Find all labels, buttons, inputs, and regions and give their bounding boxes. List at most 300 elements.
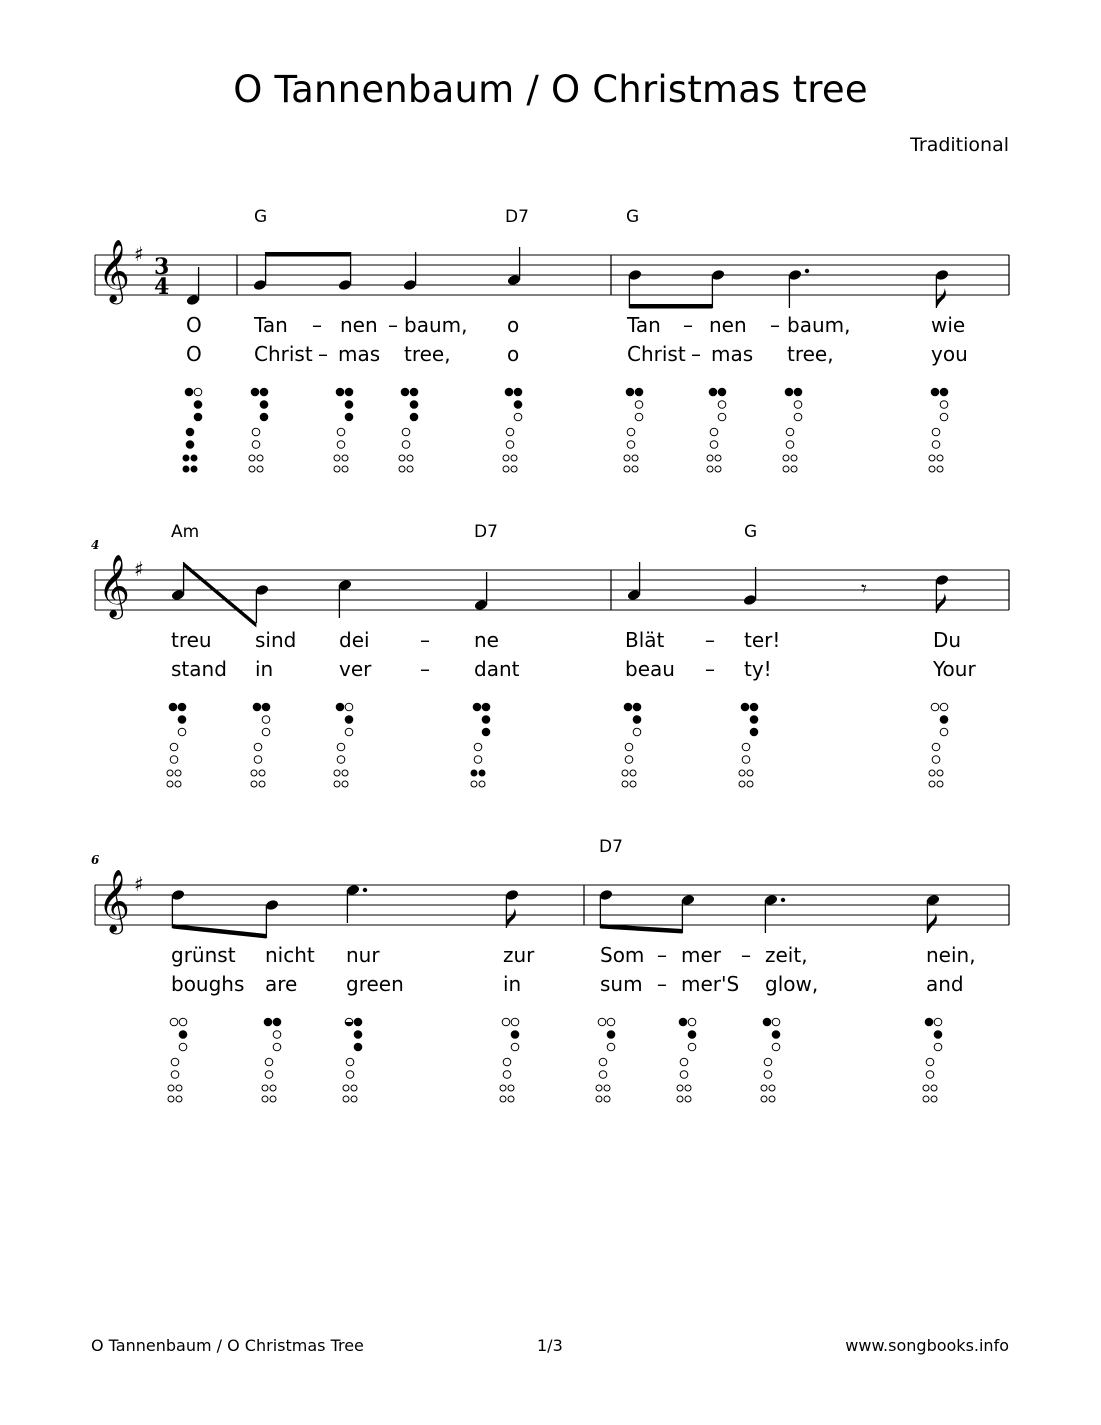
open-hole-icon bbox=[635, 413, 643, 421]
lyric-syllable: baum, bbox=[404, 313, 468, 337]
open-hole-icon bbox=[624, 455, 630, 461]
chord-symbol: G bbox=[744, 522, 758, 542]
closed-hole-icon bbox=[511, 1031, 519, 1039]
open-hole-icon bbox=[170, 743, 178, 751]
open-hole-icon bbox=[747, 781, 753, 787]
open-hole-icon bbox=[179, 1043, 187, 1051]
lyric-syllable: grünst bbox=[171, 943, 236, 967]
measure-number: 6 bbox=[91, 853, 100, 867]
open-hole-icon bbox=[742, 743, 750, 751]
open-hole-icon bbox=[503, 1058, 511, 1066]
open-hole-icon bbox=[627, 428, 635, 436]
open-hole-icon bbox=[923, 1085, 929, 1091]
open-hole-icon bbox=[273, 1031, 281, 1039]
open-hole-icon bbox=[337, 756, 345, 764]
open-hole-icon bbox=[265, 1058, 273, 1066]
closed-hole-icon bbox=[633, 716, 641, 724]
open-hole-icon bbox=[500, 1096, 506, 1102]
open-hole-icon bbox=[635, 401, 643, 409]
open-hole-icon bbox=[688, 1043, 696, 1051]
open-hole-icon bbox=[764, 1071, 772, 1079]
lyric-syllable: Du bbox=[933, 628, 962, 652]
closed-hole-icon bbox=[471, 770, 477, 776]
open-hole-icon bbox=[607, 1018, 615, 1026]
chord-symbol: Am bbox=[171, 522, 200, 542]
closed-hole-icon bbox=[718, 388, 726, 396]
open-hole-icon bbox=[739, 781, 745, 787]
closed-hole-icon bbox=[183, 455, 189, 461]
lyric-syllable: Tan bbox=[254, 313, 288, 337]
open-hole-icon bbox=[632, 466, 638, 472]
open-hole-icon bbox=[176, 1096, 182, 1102]
open-hole-icon bbox=[342, 455, 348, 461]
lyric-syllable: – bbox=[312, 313, 322, 337]
closed-hole-icon bbox=[345, 401, 353, 409]
open-hole-icon bbox=[343, 1085, 349, 1091]
open-hole-icon bbox=[932, 756, 940, 764]
open-hole-icon bbox=[742, 756, 750, 764]
time-signature-numerator: 3 bbox=[154, 254, 170, 280]
open-hole-icon bbox=[715, 466, 721, 472]
closed-hole-icon bbox=[794, 388, 802, 396]
closed-hole-icon bbox=[514, 388, 522, 396]
open-hole-icon bbox=[407, 455, 413, 461]
open-hole-icon bbox=[937, 455, 943, 461]
open-hole-icon bbox=[632, 455, 638, 461]
open-hole-icon bbox=[176, 1085, 182, 1091]
open-hole-icon bbox=[937, 466, 943, 472]
closed-hole-icon bbox=[482, 728, 490, 736]
lyric-syllable: – bbox=[318, 342, 328, 366]
open-hole-icon bbox=[346, 1071, 354, 1079]
open-hole-icon bbox=[342, 466, 348, 472]
open-hole-icon bbox=[791, 466, 797, 472]
lyric-syllable: – bbox=[741, 943, 751, 967]
open-hole-icon bbox=[265, 1071, 273, 1079]
open-hole-icon bbox=[334, 466, 340, 472]
lyric-syllable: – bbox=[691, 342, 701, 366]
lyric-syllable: – bbox=[388, 313, 398, 337]
measure-number: 4 bbox=[91, 538, 100, 552]
closed-hole-icon bbox=[186, 441, 194, 449]
note-beam bbox=[629, 304, 712, 309]
open-hole-icon bbox=[254, 743, 262, 751]
open-hole-icon bbox=[707, 466, 713, 472]
closed-hole-icon bbox=[262, 703, 270, 711]
page-number: 1/3 bbox=[537, 1336, 563, 1355]
closed-hole-icon bbox=[635, 388, 643, 396]
open-hole-icon bbox=[680, 1071, 688, 1079]
lyric-syllable: zeit, bbox=[765, 943, 808, 967]
closed-hole-icon bbox=[741, 703, 749, 711]
chord-symbol: G bbox=[254, 207, 268, 227]
closed-hole-icon bbox=[183, 466, 189, 472]
open-hole-icon bbox=[337, 441, 345, 449]
closed-hole-icon bbox=[401, 388, 409, 396]
treble-clef-icon: 𝄞 bbox=[98, 869, 130, 932]
closed-hole-icon bbox=[750, 716, 758, 724]
open-hole-icon bbox=[273, 1043, 281, 1051]
closed-hole-icon bbox=[251, 388, 259, 396]
lyric-syllable: ne bbox=[474, 628, 499, 652]
lyric-syllable: Christ bbox=[254, 342, 313, 366]
lyric-syllable: tree, bbox=[404, 342, 451, 366]
closed-hole-icon bbox=[273, 1018, 281, 1026]
open-hole-icon bbox=[337, 743, 345, 751]
lyric-syllable: Your bbox=[933, 657, 976, 681]
closed-hole-icon bbox=[925, 1018, 933, 1026]
open-hole-icon bbox=[254, 756, 262, 764]
open-hole-icon bbox=[503, 455, 509, 461]
open-hole-icon bbox=[257, 466, 263, 472]
open-hole-icon bbox=[474, 756, 482, 764]
closed-hole-icon bbox=[626, 388, 634, 396]
open-hole-icon bbox=[351, 1096, 357, 1102]
open-hole-icon bbox=[334, 781, 340, 787]
key-signature-sharp-icon: ♯ bbox=[134, 242, 144, 266]
open-hole-icon bbox=[399, 455, 405, 461]
lyric-syllable: and bbox=[926, 972, 964, 996]
open-hole-icon bbox=[934, 1018, 942, 1026]
note-beam bbox=[266, 252, 351, 257]
closed-hole-icon bbox=[178, 703, 186, 711]
open-hole-icon bbox=[345, 703, 353, 711]
lyric-syllable: nein, bbox=[926, 943, 976, 967]
open-hole-icon bbox=[761, 1096, 767, 1102]
open-hole-icon bbox=[506, 428, 514, 436]
open-hole-icon bbox=[511, 466, 517, 472]
open-hole-icon bbox=[937, 781, 943, 787]
open-hole-icon bbox=[251, 781, 257, 787]
closed-hole-icon bbox=[763, 1018, 771, 1026]
closed-hole-icon bbox=[345, 388, 353, 396]
open-hole-icon bbox=[677, 1085, 683, 1091]
lyric-syllable: – bbox=[705, 628, 715, 652]
closed-hole-icon bbox=[345, 716, 353, 724]
lyric-syllable: – bbox=[683, 313, 693, 337]
treble-clef-icon: 𝄞 bbox=[98, 554, 130, 617]
open-hole-icon bbox=[251, 770, 257, 776]
open-hole-icon bbox=[178, 728, 186, 736]
open-hole-icon bbox=[508, 1096, 514, 1102]
closed-hole-icon bbox=[410, 413, 418, 421]
open-hole-icon bbox=[168, 1085, 174, 1091]
lyric-syllable: tree, bbox=[787, 342, 834, 366]
closed-hole-icon bbox=[931, 388, 939, 396]
closed-hole-icon bbox=[934, 1031, 942, 1039]
open-hole-icon bbox=[474, 743, 482, 751]
open-hole-icon bbox=[270, 1085, 276, 1091]
open-hole-icon bbox=[402, 428, 410, 436]
closed-hole-icon bbox=[624, 703, 632, 711]
lyric-syllable: – bbox=[705, 657, 715, 681]
lyric-syllable: boughs bbox=[171, 972, 245, 996]
key-signature-sharp-icon: ♯ bbox=[134, 557, 144, 581]
open-hole-icon bbox=[171, 1058, 179, 1066]
open-hole-icon bbox=[407, 466, 413, 472]
lyric-syllable: O bbox=[186, 342, 202, 366]
open-hole-icon bbox=[929, 781, 935, 787]
open-hole-icon bbox=[262, 716, 270, 724]
lyric-syllable: O bbox=[186, 313, 202, 337]
open-hole-icon bbox=[932, 743, 940, 751]
key-signature-sharp-icon: ♯ bbox=[134, 872, 144, 896]
open-hole-icon bbox=[940, 401, 948, 409]
open-hole-icon bbox=[262, 1085, 268, 1091]
open-hole-icon bbox=[747, 770, 753, 776]
lyric-syllable: ver bbox=[339, 657, 372, 681]
open-hole-icon bbox=[680, 1058, 688, 1066]
lyric-syllable: dei bbox=[339, 628, 370, 652]
lyric-syllable: treu bbox=[171, 628, 212, 652]
lyric-syllable: – bbox=[420, 628, 430, 652]
open-hole-icon bbox=[794, 413, 802, 421]
open-hole-icon bbox=[334, 770, 340, 776]
open-hole-icon bbox=[500, 1085, 506, 1091]
open-hole-icon bbox=[170, 756, 178, 764]
lyric-syllable: – bbox=[657, 972, 667, 996]
open-hole-icon bbox=[514, 413, 522, 421]
open-hole-icon bbox=[769, 1096, 775, 1102]
lyric-syllable: zur bbox=[503, 943, 535, 967]
open-hole-icon bbox=[718, 413, 726, 421]
open-hole-icon bbox=[170, 1018, 178, 1026]
closed-hole-icon bbox=[772, 1031, 780, 1039]
closed-hole-icon bbox=[194, 401, 202, 409]
open-hole-icon bbox=[934, 1043, 942, 1051]
lyric-syllable: stand bbox=[171, 657, 227, 681]
open-hole-icon bbox=[929, 770, 935, 776]
closed-hole-icon bbox=[178, 716, 186, 724]
open-hole-icon bbox=[931, 703, 939, 711]
lyric-syllable: nicht bbox=[265, 943, 315, 967]
open-hole-icon bbox=[342, 781, 348, 787]
closed-hole-icon bbox=[336, 703, 344, 711]
open-hole-icon bbox=[270, 1096, 276, 1102]
footer-title: O Tannenbaum / O Christmas Tree bbox=[91, 1336, 364, 1355]
open-hole-icon bbox=[622, 781, 628, 787]
lyric-syllable: beau bbox=[625, 657, 675, 681]
chord-symbol: D7 bbox=[599, 837, 623, 857]
song-title: O Tannenbaum / O Christmas tree bbox=[233, 68, 868, 111]
open-hole-icon bbox=[399, 466, 405, 472]
open-hole-icon bbox=[739, 770, 745, 776]
closed-hole-icon bbox=[345, 413, 353, 421]
open-hole-icon bbox=[171, 1071, 179, 1079]
closed-hole-icon bbox=[482, 703, 490, 711]
open-hole-icon bbox=[677, 1096, 683, 1102]
closed-hole-icon bbox=[194, 413, 202, 421]
open-hole-icon bbox=[627, 441, 635, 449]
closed-hole-icon bbox=[679, 1018, 687, 1026]
open-hole-icon bbox=[259, 770, 265, 776]
open-hole-icon bbox=[929, 466, 935, 472]
eighth-flag bbox=[927, 913, 937, 933]
lyric-syllable: o bbox=[507, 342, 520, 366]
note-beam bbox=[172, 924, 266, 939]
open-hole-icon bbox=[794, 401, 802, 409]
lyric-syllable: green bbox=[346, 972, 404, 996]
open-hole-icon bbox=[503, 1071, 511, 1079]
open-hole-icon bbox=[262, 1096, 268, 1102]
open-hole-icon bbox=[167, 770, 173, 776]
open-hole-icon bbox=[604, 1096, 610, 1102]
open-hole-icon bbox=[194, 388, 202, 396]
open-hole-icon bbox=[940, 728, 948, 736]
open-hole-icon bbox=[599, 1058, 607, 1066]
closed-hole-icon bbox=[750, 703, 758, 711]
lyric-syllable: in bbox=[255, 657, 274, 681]
open-hole-icon bbox=[940, 413, 948, 421]
lyric-syllable: baum, bbox=[787, 313, 851, 337]
open-hole-icon bbox=[624, 466, 630, 472]
closed-hole-icon bbox=[260, 413, 268, 421]
closed-hole-icon bbox=[940, 716, 948, 724]
closed-hole-icon bbox=[186, 428, 194, 436]
open-hole-icon bbox=[932, 428, 940, 436]
open-hole-icon bbox=[249, 466, 255, 472]
open-hole-icon bbox=[715, 455, 721, 461]
lyric-syllable: nen bbox=[709, 313, 747, 337]
open-hole-icon bbox=[786, 428, 794, 436]
lyric-syllable: – bbox=[420, 657, 430, 681]
open-hole-icon bbox=[932, 441, 940, 449]
closed-hole-icon bbox=[514, 401, 522, 409]
augmentation-dot bbox=[805, 269, 809, 273]
open-hole-icon bbox=[508, 1085, 514, 1091]
lyric-syllable: mer'S bbox=[681, 972, 740, 996]
lyric-syllable: mas bbox=[338, 342, 381, 366]
open-hole-icon bbox=[599, 1071, 607, 1079]
open-hole-icon bbox=[345, 728, 353, 736]
open-hole-icon bbox=[252, 428, 260, 436]
closed-hole-icon bbox=[410, 401, 418, 409]
open-hole-icon bbox=[786, 441, 794, 449]
lyric-syllable: – bbox=[770, 313, 780, 337]
open-hole-icon bbox=[769, 1085, 775, 1091]
open-hole-icon bbox=[926, 1058, 934, 1066]
closed-hole-icon bbox=[191, 455, 197, 461]
closed-hole-icon bbox=[633, 703, 641, 711]
treble-clef-icon: 𝄞 bbox=[98, 239, 130, 302]
open-hole-icon bbox=[351, 1085, 357, 1091]
open-hole-icon bbox=[923, 1096, 929, 1102]
eighth-rest-icon: 𝄾 bbox=[861, 577, 867, 602]
time-signature-denominator: 4 bbox=[154, 274, 170, 300]
open-hole-icon bbox=[346, 1058, 354, 1066]
open-hole-icon bbox=[511, 1043, 519, 1051]
open-hole-icon bbox=[772, 1018, 780, 1026]
open-hole-icon bbox=[257, 455, 263, 461]
open-hole-icon bbox=[179, 1018, 187, 1026]
open-hole-icon bbox=[625, 756, 633, 764]
open-hole-icon bbox=[772, 1043, 780, 1051]
open-hole-icon bbox=[625, 743, 633, 751]
open-hole-icon bbox=[168, 1096, 174, 1102]
chord-symbol: D7 bbox=[474, 522, 498, 542]
open-hole-icon bbox=[334, 455, 340, 461]
open-hole-icon bbox=[342, 770, 348, 776]
open-hole-icon bbox=[511, 1018, 519, 1026]
lyric-syllable: o bbox=[507, 313, 520, 337]
lyric-syllable: Som bbox=[600, 943, 645, 967]
open-hole-icon bbox=[622, 770, 628, 776]
closed-hole-icon bbox=[473, 703, 481, 711]
eighth-flag bbox=[936, 288, 946, 308]
open-hole-icon bbox=[937, 770, 943, 776]
lyric-syllable: dant bbox=[474, 657, 520, 681]
closed-hole-icon bbox=[191, 466, 197, 472]
closed-hole-icon bbox=[505, 388, 513, 396]
open-hole-icon bbox=[503, 466, 509, 472]
open-hole-icon bbox=[630, 770, 636, 776]
note-beam bbox=[184, 562, 257, 628]
augmentation-dot bbox=[781, 898, 785, 902]
closed-hole-icon bbox=[410, 388, 418, 396]
open-hole-icon bbox=[249, 455, 255, 461]
closed-hole-icon bbox=[260, 388, 268, 396]
open-hole-icon bbox=[630, 781, 636, 787]
open-hole-icon bbox=[471, 781, 477, 787]
closed-hole-icon bbox=[688, 1031, 696, 1039]
closed-hole-icon bbox=[264, 1018, 272, 1026]
chord-symbol: D7 bbox=[505, 207, 529, 227]
open-hole-icon bbox=[633, 728, 641, 736]
closed-hole-icon bbox=[169, 703, 177, 711]
augmentation-dot bbox=[363, 888, 367, 892]
footer-url[interactable]: www.songbooks.info bbox=[845, 1336, 1009, 1355]
open-hole-icon bbox=[175, 770, 181, 776]
open-hole-icon bbox=[479, 781, 485, 787]
open-hole-icon bbox=[929, 455, 935, 461]
lyric-syllable: in bbox=[503, 972, 522, 996]
open-hole-icon bbox=[791, 455, 797, 461]
open-hole-icon bbox=[718, 401, 726, 409]
chord-symbol: G bbox=[626, 207, 640, 227]
lyric-syllable: Christ bbox=[627, 342, 686, 366]
lyric-syllable: sind bbox=[255, 628, 297, 652]
open-hole-icon bbox=[343, 1096, 349, 1102]
closed-hole-icon bbox=[253, 703, 261, 711]
open-hole-icon bbox=[167, 781, 173, 787]
open-hole-icon bbox=[607, 1043, 615, 1051]
lyric-syllable: mer bbox=[681, 943, 722, 967]
closed-hole-icon bbox=[354, 1043, 362, 1051]
closed-hole-icon bbox=[354, 1031, 362, 1039]
composer-credit: Traditional bbox=[910, 134, 1009, 156]
open-hole-icon bbox=[502, 1018, 510, 1026]
closed-hole-icon bbox=[940, 388, 948, 396]
closed-hole-icon bbox=[750, 728, 758, 736]
open-hole-icon bbox=[175, 781, 181, 787]
open-hole-icon bbox=[337, 428, 345, 436]
open-hole-icon bbox=[783, 455, 789, 461]
closed-hole-icon bbox=[179, 1031, 187, 1039]
open-hole-icon bbox=[764, 1058, 772, 1066]
open-hole-icon bbox=[710, 428, 718, 436]
lyric-syllable: ter! bbox=[744, 628, 781, 652]
closed-hole-icon bbox=[709, 388, 717, 396]
lyric-syllable: glow, bbox=[765, 972, 819, 996]
open-hole-icon bbox=[511, 455, 517, 461]
lyric-syllable: – bbox=[657, 943, 667, 967]
open-hole-icon bbox=[707, 455, 713, 461]
open-hole-icon bbox=[761, 1085, 767, 1091]
lyric-syllable: nur bbox=[346, 943, 380, 967]
open-hole-icon bbox=[262, 728, 270, 736]
closed-hole-icon bbox=[479, 770, 485, 776]
lyric-syllable: you bbox=[931, 342, 968, 366]
